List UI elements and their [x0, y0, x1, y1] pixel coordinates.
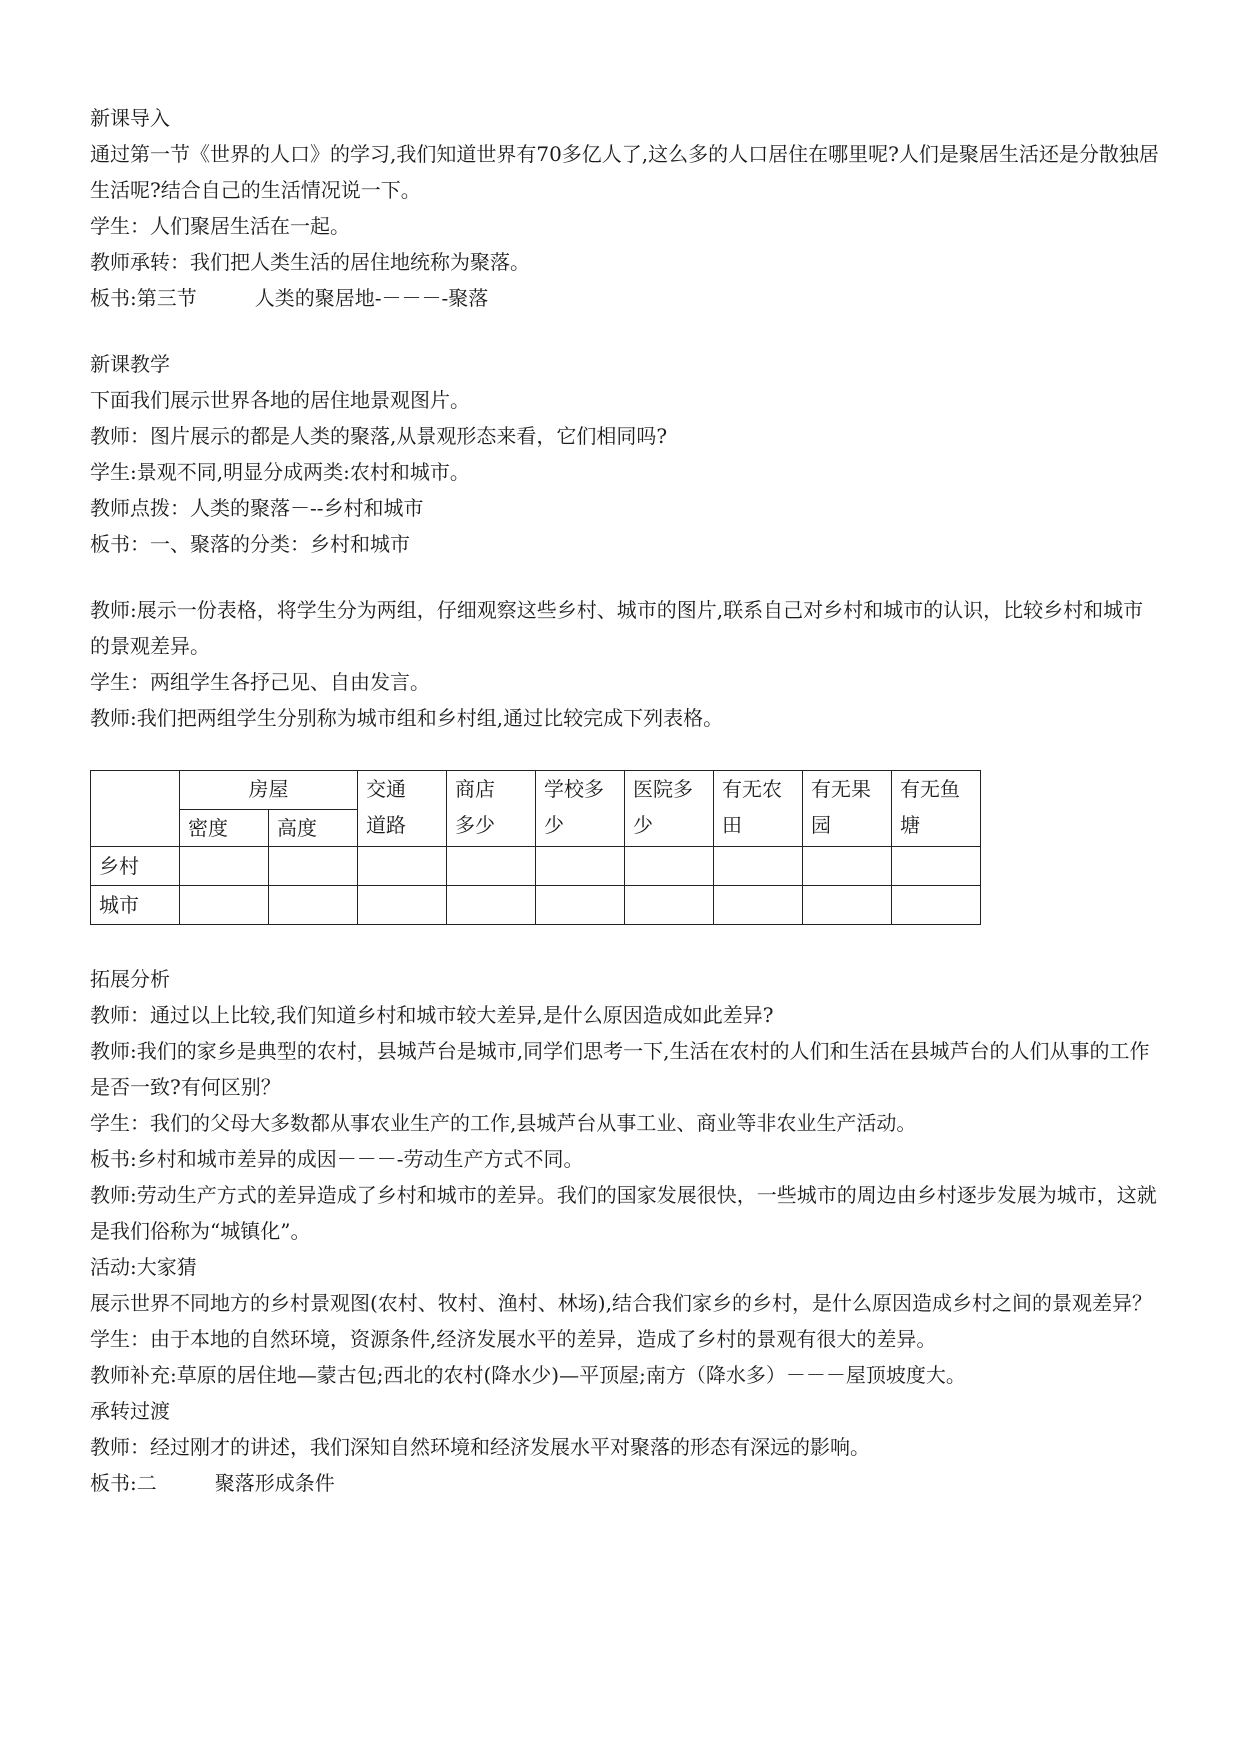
table-cell	[892, 847, 981, 886]
table-cell	[714, 847, 803, 886]
table-cell	[803, 847, 892, 886]
table-cell	[269, 886, 358, 925]
board-writing-3: 板书:乡村和城市差异的成因－－－-劳动生产方式不同。	[90, 1147, 584, 1171]
table-row-urban	[91, 886, 981, 925]
table-cell	[536, 847, 625, 886]
table-cell	[269, 847, 358, 886]
table-corner-cell	[91, 771, 180, 847]
extension-line-1: 教师：通过以上比较,我们知道乡村和城市较大差异,是什么原因造成如此差异?	[90, 1003, 774, 1027]
table-cell	[803, 886, 892, 925]
activity-student: 学生：两组学生各抒己见、自由发言。	[90, 670, 430, 694]
section-heading-extension: 拓展分析	[90, 967, 170, 991]
extension-line-3: 学生：我们的父母大多数都从事农业生产的工作,县城芦台从事工业、商业等非农业生产活动。	[90, 1111, 917, 1135]
table-row-rural	[91, 847, 981, 886]
table-cell	[180, 886, 269, 925]
header-fishpond: 有无鱼 塘	[892, 771, 981, 847]
intro-paragraph: 通过第一节《世界的人口》的学习,我们知道世界有70多亿人了,这么多的人口居住在哪里呢?人们是聚居生活还是分散独居生活呢?结合自己的生活情况说一下。	[90, 142, 1159, 202]
extension-line-2: 教师:我们的家乡是典型的农村，县城芦台是城市,同学们思考一下,生活在农村的人们和生活在县城芦台的人们从事的工作是否一致?有何区别？	[90, 1039, 1150, 1099]
table-cell	[714, 886, 803, 925]
document-page	[90, 100, 1160, 1501]
table-cell	[447, 847, 536, 886]
header-house: 房屋	[180, 771, 358, 810]
transition-heading: 承转过渡	[90, 1399, 170, 1423]
board-label: 板书:二	[90, 1471, 157, 1495]
teaching-line-3: 学生:景观不同,明显分成两类:农村和城市。	[90, 460, 470, 484]
header-density: 密度	[180, 810, 269, 847]
teaching-line-1: 下面我们展示世界各地的居住地景观图片。	[90, 388, 470, 412]
table-cell	[892, 886, 981, 925]
board-writing-1	[90, 280, 1160, 316]
header-height: 高度	[269, 810, 358, 847]
board-writing-2: 板书：一、聚落的分类：乡村和城市	[90, 532, 410, 556]
table-cell	[358, 886, 447, 925]
header-farmland: 有无农 田	[714, 771, 803, 847]
header-schools: 学校多 少	[536, 771, 625, 847]
extension-line-5: 教师:劳动生产方式的差异造成了乡村和城市的差异。我们的国家发展很快，一些城市的周边由乡村逐步发展为城市，这就是我们俗称为“城镇化”。	[90, 1183, 1157, 1243]
table-cell	[536, 886, 625, 925]
table-cell	[447, 886, 536, 925]
extension-line-8: 学生：由于本地的自然环境，资源条件,经济发展水平的差异，造成了乡村的景观有很大的差异。	[90, 1327, 937, 1351]
teacher-transition: 教师承转：我们把人类生活的居住地统称为聚落。	[90, 250, 530, 274]
section-heading-teaching: 新课教学	[90, 352, 170, 376]
extension-line-7: 展示世界不同地方的乡村景观图(农村、牧村、渔村、林场),结合我们家乡的乡村，是什么原因造成乡村之间的景观差异？	[90, 1291, 1152, 1315]
header-hospitals: 医院多 少	[625, 771, 714, 847]
board-writing-4	[90, 1465, 1160, 1501]
table-cell	[625, 847, 714, 886]
extension-line-11: 教师：经过刚才的讲述，我们深知自然环境和经济发展水平对聚落的形态有深远的影响。	[90, 1435, 870, 1459]
table-cell	[625, 886, 714, 925]
extension-line-9: 教师补充:草原的居住地—蒙古包;西北的农村(降水少)—平顶屋;南方（降水多）－－－屋顶坡度大。	[90, 1363, 966, 1387]
table-cell	[358, 847, 447, 886]
header-orchard: 有无果 园	[803, 771, 892, 847]
row-label-rural: 乡村	[91, 847, 180, 886]
comparison-table	[90, 770, 981, 925]
activity-paragraph: 教师:展示一份表格，将学生分为两组，仔细观察这些乡村、城市的图片,联系自己对乡村和城市的认识，比较乡村和城市的景观差异。	[90, 598, 1144, 658]
table-cell	[180, 847, 269, 886]
student-answer: 学生：人们聚居生活在一起。	[90, 214, 350, 238]
section-heading-intro: 新课导入	[90, 106, 170, 130]
header-shops: 商店 多少	[447, 771, 536, 847]
board-title: 聚落形成条件	[214, 1471, 335, 1495]
teaching-line-2: 教师：图片展示的都是人类的聚落,从景观形态来看，它们相同吗?	[90, 424, 668, 448]
activity-heading: 活动:大家猜	[90, 1255, 197, 1279]
header-traffic: 交通 道路	[358, 771, 447, 847]
teaching-line-4: 教师点拨：人类的聚落－--乡村和城市	[90, 496, 424, 520]
activity-teacher: 教师:我们把两组学生分别称为城市组和乡村组,通过比较完成下列表格。	[90, 706, 724, 730]
row-label-urban: 城市	[91, 886, 180, 925]
board-title: 人类的聚居地-－－－-聚落	[254, 286, 489, 310]
board-label: 板书:第三节	[90, 286, 197, 310]
